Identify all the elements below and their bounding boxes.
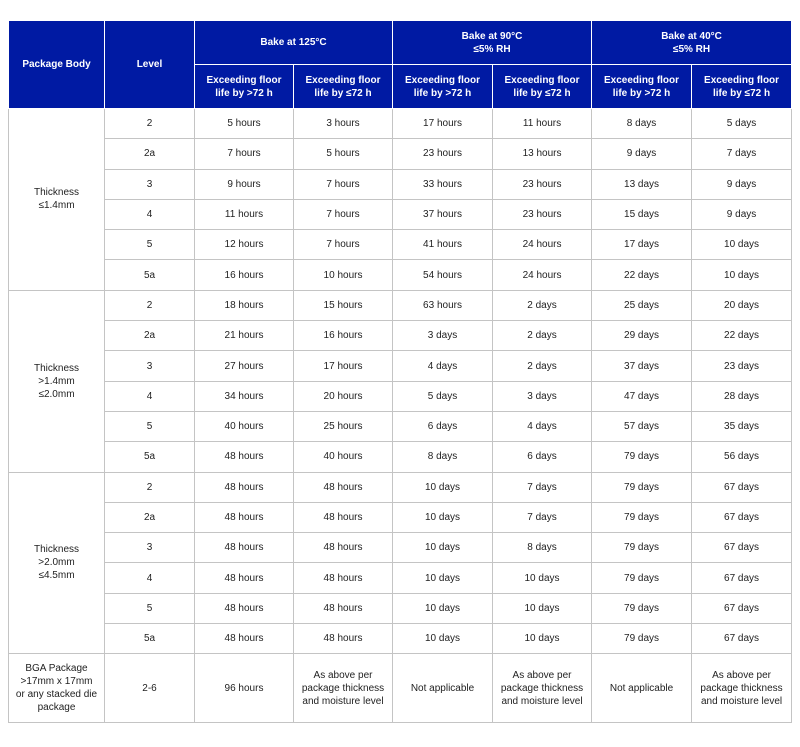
bake-40-le-cell: 22 days <box>692 321 792 351</box>
bake-125-gt-cell: 27 hours <box>195 351 294 381</box>
bake-40-gt-cell: 8 days <box>592 109 692 139</box>
header-40-le: Exceeding floor life by ≤72 h <box>692 65 792 109</box>
level-cell: 4 <box>105 563 195 593</box>
bake-40-gt-cell: Not applicable <box>592 654 692 723</box>
bake-90-gt-cell: 33 hours <box>393 169 493 199</box>
bake-40-gt-cell: 57 days <box>592 411 692 441</box>
bake-125-le-cell: 20 hours <box>294 381 393 411</box>
bake-125-le-cell: 3 hours <box>294 109 393 139</box>
table-row <box>9 199 792 229</box>
bake-90-le-cell: 24 hours <box>493 230 592 260</box>
bake-40-le-cell: 20 days <box>692 290 792 320</box>
bake-125-le-cell: 5 hours <box>294 139 393 169</box>
level-cell: 2a <box>105 502 195 532</box>
bake-40-gt-cell: 25 days <box>592 290 692 320</box>
bake-125-gt-cell: 12 hours <box>195 230 294 260</box>
bake-125-gt-cell: 48 hours <box>195 502 294 532</box>
bake-40-gt-cell: 79 days <box>592 533 692 563</box>
bake-125-gt-cell: 9 hours <box>195 169 294 199</box>
level-cell: 2-6 <box>105 654 195 723</box>
bake-90-gt-cell: 54 hours <box>393 260 493 290</box>
bake-40-gt-cell: 17 days <box>592 230 692 260</box>
bake-90-gt-cell: 17 hours <box>393 109 493 139</box>
bake-40-le-cell: 67 days <box>692 472 792 502</box>
level-cell: 3 <box>105 351 195 381</box>
bake-125-gt-cell: 48 hours <box>195 442 294 472</box>
level-cell: 2a <box>105 321 195 351</box>
bake-40-gt-cell: 79 days <box>592 472 692 502</box>
bake-40-gt-cell: 9 days <box>592 139 692 169</box>
bake-125-le-cell: 48 hours <box>294 624 393 654</box>
bake-table <box>8 20 792 723</box>
level-cell: 2 <box>105 472 195 502</box>
header-90-gt: Exceeding floor life by >72 h <box>393 65 493 109</box>
bake-40-gt-cell: 22 days <box>592 260 692 290</box>
bake-40-gt-cell: 79 days <box>592 593 692 623</box>
table-row <box>9 351 792 381</box>
bake-90-le-cell: 3 days <box>493 381 592 411</box>
bake-90-le-cell: 8 days <box>493 533 592 563</box>
bake-90-le-cell: 6 days <box>493 442 592 472</box>
level-cell: 4 <box>105 381 195 411</box>
level-cell: 4 <box>105 199 195 229</box>
bake-40-le-cell: 5 days <box>692 109 792 139</box>
bake-90-le-cell: 7 days <box>493 502 592 532</box>
bake-125-gt-cell: 40 hours <box>195 411 294 441</box>
level-cell: 5a <box>105 442 195 472</box>
header-125-gt: Exceeding floor life by >72 h <box>195 65 294 109</box>
bake-40-gt-cell: 37 days <box>592 351 692 381</box>
bake-90-gt-cell: 10 days <box>393 563 493 593</box>
bake-125-le-cell: 7 hours <box>294 169 393 199</box>
bake-90-gt-cell: 8 days <box>393 442 493 472</box>
bake-40-le-cell: 10 days <box>692 260 792 290</box>
bake-90-gt-cell: 37 hours <box>393 199 493 229</box>
level-cell: 2a <box>105 139 195 169</box>
bake-90-gt-cell: 10 days <box>393 593 493 623</box>
bake-125-le-cell: As above per package thickness and moisture level <box>294 654 393 723</box>
table-row <box>9 411 792 441</box>
bake-90-le-cell: 2 days <box>493 290 592 320</box>
bake-90-gt-cell: Not applicable <box>393 654 493 723</box>
bake-40-le-cell: 9 days <box>692 169 792 199</box>
header-90-le: Exceeding floor life by ≤72 h <box>493 65 592 109</box>
bake-90-gt-cell: 41 hours <box>393 230 493 260</box>
bake-125-gt-cell: 21 hours <box>195 321 294 351</box>
bake-40-gt-cell: 47 days <box>592 381 692 411</box>
package-body-cell: Thickness >1.4mm ≤2.0mm <box>9 290 105 472</box>
table-row <box>9 321 792 351</box>
bake-90-gt-cell: 23 hours <box>393 139 493 169</box>
bake-125-le-cell: 7 hours <box>294 230 393 260</box>
bake-125-le-cell: 48 hours <box>294 593 393 623</box>
bake-40-le-cell: 28 days <box>692 381 792 411</box>
bake-125-gt-cell: 48 hours <box>195 593 294 623</box>
bake-125-le-cell: 15 hours <box>294 290 393 320</box>
bake-125-le-cell: 10 hours <box>294 260 393 290</box>
bake-90-gt-cell: 10 days <box>393 502 493 532</box>
header-125-le: Exceeding floor life by ≤72 h <box>294 65 393 109</box>
bake-40-gt-cell: 79 days <box>592 442 692 472</box>
bake-90-le-cell: 2 days <box>493 351 592 381</box>
bake-125-gt-cell: 5 hours <box>195 109 294 139</box>
bake-125-gt-cell: 7 hours <box>195 139 294 169</box>
header-level: Level <box>105 21 195 109</box>
bake-40-le-cell: 67 days <box>692 624 792 654</box>
bake-90-le-cell: 23 hours <box>493 199 592 229</box>
bake-125-le-cell: 48 hours <box>294 502 393 532</box>
level-cell: 2 <box>105 290 195 320</box>
bake-90-le-cell: 11 hours <box>493 109 592 139</box>
level-cell: 2 <box>105 109 195 139</box>
level-cell: 5a <box>105 260 195 290</box>
table-row <box>9 109 792 139</box>
header-bake-90: Bake at 90°C ≤5% RH <box>393 21 592 65</box>
header-package-body: Package Body <box>9 21 105 109</box>
bake-125-gt-cell: 48 hours <box>195 563 294 593</box>
bake-40-le-cell: 7 days <box>692 139 792 169</box>
bake-90-le-cell: 13 hours <box>493 139 592 169</box>
bake-40-gt-cell: 79 days <box>592 563 692 593</box>
bake-90-le-cell: 7 days <box>493 472 592 502</box>
bake-90-gt-cell: 63 hours <box>393 290 493 320</box>
table-row <box>9 290 792 320</box>
table-row <box>9 533 792 563</box>
table-row-bga <box>9 654 792 723</box>
bake-40-le-cell: 67 days <box>692 502 792 532</box>
bake-90-le-cell: 23 hours <box>493 169 592 199</box>
bake-125-gt-cell: 48 hours <box>195 533 294 563</box>
table-body <box>9 109 792 723</box>
bake-125-le-cell: 7 hours <box>294 199 393 229</box>
table-row <box>9 593 792 623</box>
bake-125-le-cell: 48 hours <box>294 472 393 502</box>
bake-90-gt-cell: 10 days <box>393 624 493 654</box>
header-bake-125: Bake at 125°C <box>195 21 393 65</box>
bake-125-le-cell: 16 hours <box>294 321 393 351</box>
level-cell: 3 <box>105 533 195 563</box>
bake-90-gt-cell: 3 days <box>393 321 493 351</box>
level-cell: 5 <box>105 230 195 260</box>
bake-125-gt-cell: 11 hours <box>195 199 294 229</box>
table-row <box>9 169 792 199</box>
bake-125-gt-cell: 18 hours <box>195 290 294 320</box>
bake-90-gt-cell: 10 days <box>393 472 493 502</box>
bake-40-le-cell: 10 days <box>692 230 792 260</box>
bake-90-le-cell: 10 days <box>493 563 592 593</box>
bake-125-gt-cell: 48 hours <box>195 624 294 654</box>
table-row <box>9 230 792 260</box>
bake-125-le-cell: 40 hours <box>294 442 393 472</box>
header-40-gt: Exceeding floor life by >72 h <box>592 65 692 109</box>
bake-90-le-cell: 10 days <box>493 593 592 623</box>
bake-125-le-cell: 25 hours <box>294 411 393 441</box>
bake-40-gt-cell: 15 days <box>592 199 692 229</box>
bake-40-le-cell: 67 days <box>692 593 792 623</box>
table-row <box>9 260 792 290</box>
bake-40-gt-cell: 79 days <box>592 624 692 654</box>
bake-40-le-cell: 23 days <box>692 351 792 381</box>
bake-40-gt-cell: 13 days <box>592 169 692 199</box>
bake-125-gt-cell: 48 hours <box>195 472 294 502</box>
bake-table-wrapper <box>8 20 792 723</box>
bake-125-le-cell: 48 hours <box>294 533 393 563</box>
bake-90-gt-cell: 6 days <box>393 411 493 441</box>
table-row <box>9 472 792 502</box>
bake-125-gt-cell: 16 hours <box>195 260 294 290</box>
bake-125-gt-cell: 96 hours <box>195 654 294 723</box>
bake-90-le-cell: 2 days <box>493 321 592 351</box>
bake-40-le-cell: 67 days <box>692 563 792 593</box>
bake-40-gt-cell: 29 days <box>592 321 692 351</box>
table-row <box>9 139 792 169</box>
bake-40-le-cell: 9 days <box>692 199 792 229</box>
bake-40-le-cell: 35 days <box>692 411 792 441</box>
bake-90-le-cell: 10 days <box>493 624 592 654</box>
bake-90-gt-cell: 4 days <box>393 351 493 381</box>
level-cell: 5a <box>105 624 195 654</box>
package-body-cell: Thickness ≤1.4mm <box>9 109 105 291</box>
bake-90-le-cell: As above per package thickness and moisture level <box>493 654 592 723</box>
table-row <box>9 442 792 472</box>
bake-90-le-cell: 24 hours <box>493 260 592 290</box>
bake-40-le-cell: As above per package thickness and moisture level <box>692 654 792 723</box>
bake-90-le-cell: 4 days <box>493 411 592 441</box>
header-bake-40: Bake at 40°C ≤5% RH <box>592 21 792 65</box>
package-body-cell: Thickness >2.0mm ≤4.5mm <box>9 472 105 654</box>
bake-40-le-cell: 56 days <box>692 442 792 472</box>
package-body-cell: BGA Package >17mm x 17mm or any stacked die package <box>9 654 105 723</box>
bake-40-le-cell: 67 days <box>692 533 792 563</box>
level-cell: 5 <box>105 411 195 441</box>
bake-125-le-cell: 17 hours <box>294 351 393 381</box>
bake-90-gt-cell: 5 days <box>393 381 493 411</box>
level-cell: 5 <box>105 593 195 623</box>
bake-40-gt-cell: 79 days <box>592 502 692 532</box>
bake-125-le-cell: 48 hours <box>294 563 393 593</box>
bake-125-gt-cell: 34 hours <box>195 381 294 411</box>
bake-90-gt-cell: 10 days <box>393 533 493 563</box>
table-row <box>9 502 792 532</box>
table-row <box>9 624 792 654</box>
table-row <box>9 381 792 411</box>
table-row <box>9 563 792 593</box>
level-cell: 3 <box>105 169 195 199</box>
